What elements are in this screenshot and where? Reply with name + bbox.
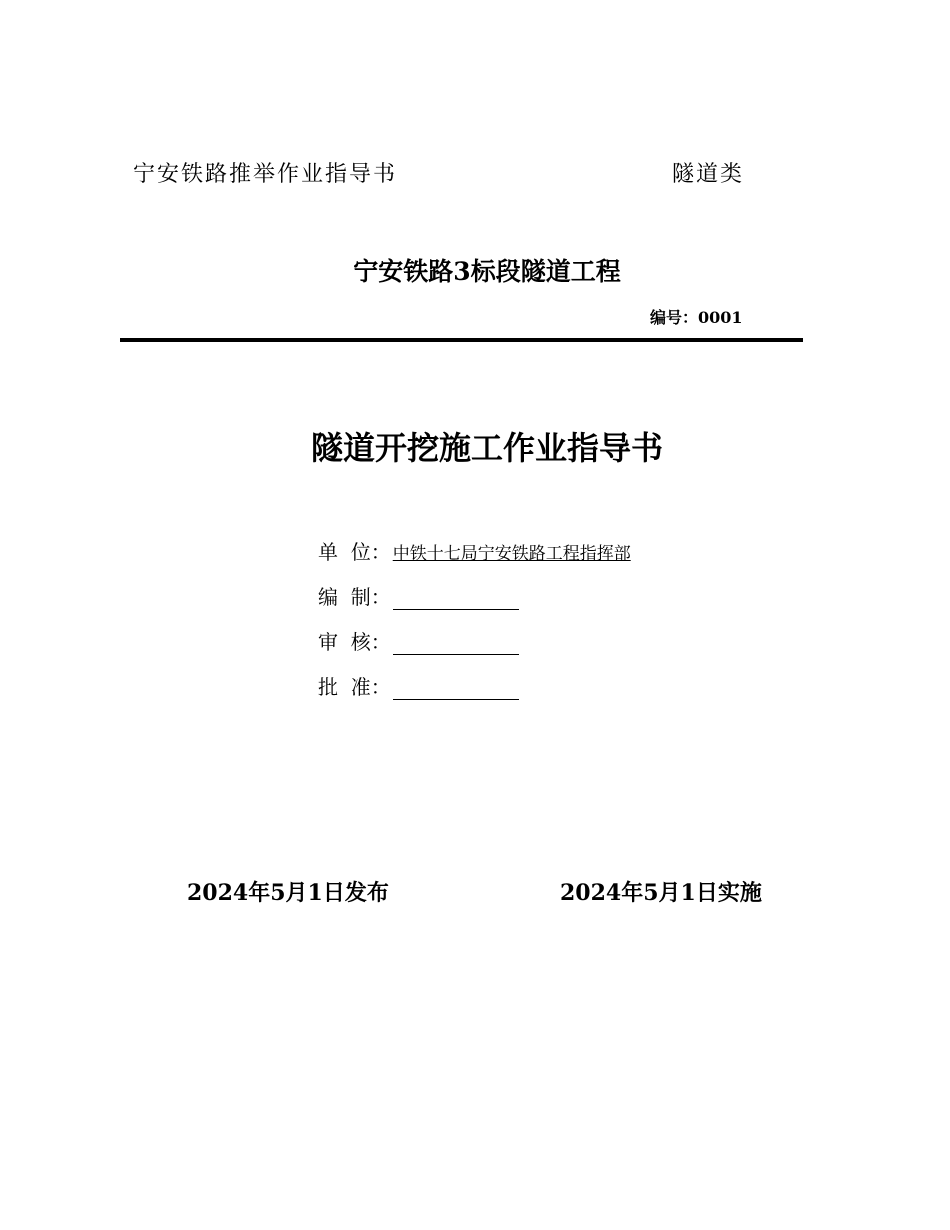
header-left-text: 宁安铁路推举作业指导书 xyxy=(133,162,398,187)
unit-colon: ： xyxy=(370,540,391,564)
review-blank-line xyxy=(393,632,519,655)
header-rule xyxy=(120,338,803,342)
approve-label: 批 准 xyxy=(318,675,371,699)
approve-row xyxy=(318,672,519,702)
compile-colon: ： xyxy=(370,585,391,609)
compile-row xyxy=(318,582,519,612)
review-label: 审 核 xyxy=(318,630,371,654)
document-number: 编号：0001 xyxy=(650,308,743,327)
approve-colon: ： xyxy=(370,675,391,699)
effective-date: 2024年5月1日实施 xyxy=(560,880,762,906)
review-colon: ： xyxy=(370,630,391,654)
header-category: 隧道类 xyxy=(672,162,745,187)
approve-blank-line xyxy=(393,677,519,700)
compile-blank-line xyxy=(393,587,519,610)
compile-label: 编 制 xyxy=(318,585,371,609)
unit-label: 单 位 xyxy=(318,540,371,564)
release-date: 2024年5月1日发布 xyxy=(187,880,389,906)
unit-value: 中铁十七局宁安铁路工程指挥部 xyxy=(392,544,631,564)
project-title: 宁安铁路3标段隧道工程 xyxy=(353,257,621,286)
unit-row xyxy=(318,537,631,567)
review-row xyxy=(318,627,519,657)
document-title: 隧道开挖施工作业指导书 xyxy=(310,429,663,467)
